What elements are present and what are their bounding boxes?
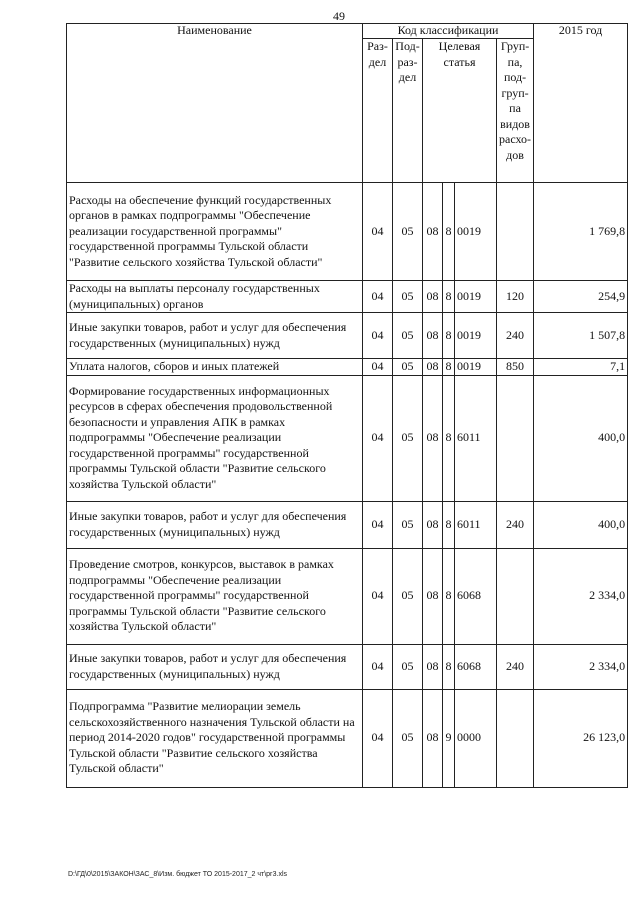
table-row: [67, 689, 628, 787]
row-target-program: 08: [423, 281, 443, 313]
row-expense-group: [497, 375, 534, 501]
row-target-subprogram: 8: [443, 501, 455, 548]
row-name: Иные закупки товаров, работ и услуг для обеспечения государственных (муниципальных) нужд: [67, 313, 363, 359]
header-year: 2015 год: [534, 24, 628, 39]
row-target-program: 08: [423, 375, 443, 501]
row-amount: 1 507,8: [534, 313, 628, 359]
header-year-continued: [534, 39, 628, 183]
row-target-subprogram: 8: [443, 313, 455, 359]
row-name: Иные закупки товаров, работ и услуг для обеспечения государственных (муниципальных) нужд: [67, 644, 363, 689]
row-amount: 7,1: [534, 359, 628, 376]
header-row-1: [67, 24, 628, 39]
row-target-subprogram: 8: [443, 281, 455, 313]
row-target-program: 08: [423, 359, 443, 376]
table-row: [67, 183, 628, 281]
row-amount: 1 769,8: [534, 183, 628, 281]
row-amount: 26 123,0: [534, 689, 628, 787]
row-target-direction: 6068: [455, 644, 497, 689]
row-subsection: 05: [393, 501, 423, 548]
table-row: [67, 548, 628, 644]
row-section: 04: [363, 313, 393, 359]
row-target-subprogram: 8: [443, 183, 455, 281]
row-target-direction: 0019: [455, 359, 497, 376]
row-target-program: 08: [423, 689, 443, 787]
row-target-program: 08: [423, 548, 443, 644]
table-row: [67, 313, 628, 359]
row-section: 04: [363, 689, 393, 787]
row-name: Расходы на обеспечение функций государственных органов в рамках подпрограммы "Обеспечение реализации государственной программы" государственной программы Тульской области "Развитие сельского хозяйства Тульской области": [67, 183, 363, 281]
header-subsection: Под- раз- дел: [393, 39, 423, 183]
row-subsection: 05: [393, 313, 423, 359]
row-section: 04: [363, 548, 393, 644]
row-expense-group: [497, 183, 534, 281]
row-target-direction: 6068: [455, 548, 497, 644]
row-section: 04: [363, 281, 393, 313]
row-amount: 254,9: [534, 281, 628, 313]
file-path-footer: D:\ГД\0\2015\ЗАКОН\ЗАС_8\Изм. бюджет ТО 2015-2017_2 чт\рг3.xls: [68, 871, 287, 878]
row-section: 04: [363, 644, 393, 689]
row-target-direction: 0019: [455, 183, 497, 281]
row-subsection: 05: [393, 644, 423, 689]
row-subsection: 05: [393, 281, 423, 313]
header-expense-group: Груп- па, под- груп- па видов расхо- дов: [497, 39, 534, 183]
row-target-subprogram: 8: [443, 375, 455, 501]
header-row-2: [67, 39, 628, 183]
row-target-program: 08: [423, 644, 443, 689]
row-name: Иные закупки товаров, работ и услуг для обеспечения государственных (муниципальных) нужд: [67, 501, 363, 548]
row-target-direction: 6011: [455, 375, 497, 501]
row-name: Проведение смотров, конкурсов, выставок в рамках подпрограммы "Обеспечение реализации государственной программы" государственной программы Тульской области "Развитие сельского хозяйства Тульской области": [67, 548, 363, 644]
row-subsection: 05: [393, 375, 423, 501]
row-target-program: 08: [423, 313, 443, 359]
table-row: [67, 359, 628, 376]
row-subsection: 05: [393, 548, 423, 644]
row-expense-group: 240: [497, 501, 534, 548]
row-target-direction: 0019: [455, 313, 497, 359]
header-name: Наименование: [67, 24, 363, 39]
row-expense-group: 850: [497, 359, 534, 376]
row-subsection: 05: [393, 183, 423, 281]
row-expense-group: 120: [497, 281, 534, 313]
table-row: [67, 501, 628, 548]
row-target-direction: 6011: [455, 501, 497, 548]
row-expense-group: 240: [497, 644, 534, 689]
row-name: Формирование государственных информационных ресурсов в сферах обеспечения продовольственной безопасности и управления АПК в рамках подпрограммы "Обеспечение реализации государственной программы" государственной программы Тульской области "Развитие сельского хозяйства Тульской области": [67, 375, 363, 501]
table-body: [67, 183, 628, 788]
row-subsection: 05: [393, 689, 423, 787]
row-subsection: 05: [393, 359, 423, 376]
row-amount: 400,0: [534, 375, 628, 501]
row-section: 04: [363, 359, 393, 376]
row-expense-group: [497, 548, 534, 644]
row-section: 04: [363, 501, 393, 548]
row-amount: 400,0: [534, 501, 628, 548]
table-row: [67, 375, 628, 501]
row-expense-group: [497, 689, 534, 787]
row-amount: 2 334,0: [534, 644, 628, 689]
row-target-subprogram: 8: [443, 644, 455, 689]
header-section: Раз- дел: [363, 39, 393, 183]
row-target-subprogram: 9: [443, 689, 455, 787]
table-row: [67, 644, 628, 689]
table-row: [67, 281, 628, 313]
header-target: Целевая статья: [423, 39, 497, 183]
row-target-direction: 0000: [455, 689, 497, 787]
row-target-direction: 0019: [455, 281, 497, 313]
row-name: Уплата налогов, сборов и иных платежей: [67, 359, 363, 376]
header-code-group: Код классификации: [363, 24, 534, 39]
row-name: Расходы на выплаты персоналу государственных (муниципальных) органов: [67, 281, 363, 313]
row-section: 04: [363, 375, 393, 501]
budget-table: [66, 23, 628, 788]
page-number: 49: [333, 9, 345, 23]
row-target-program: 08: [423, 183, 443, 281]
row-target-program: 08: [423, 501, 443, 548]
row-target-subprogram: 8: [443, 548, 455, 644]
header-name-continued: [67, 39, 363, 183]
row-expense-group: 240: [497, 313, 534, 359]
row-target-subprogram: 8: [443, 359, 455, 376]
row-amount: 2 334,0: [534, 548, 628, 644]
row-section: 04: [363, 183, 393, 281]
row-name: Подпрограмма "Развитие мелиорации земель сельскохозяйственного назначения Тульской области на период 2014-2020 годов" государственной программы Тульской области "Развитие сельского хозяйства Тульской области": [67, 689, 363, 787]
